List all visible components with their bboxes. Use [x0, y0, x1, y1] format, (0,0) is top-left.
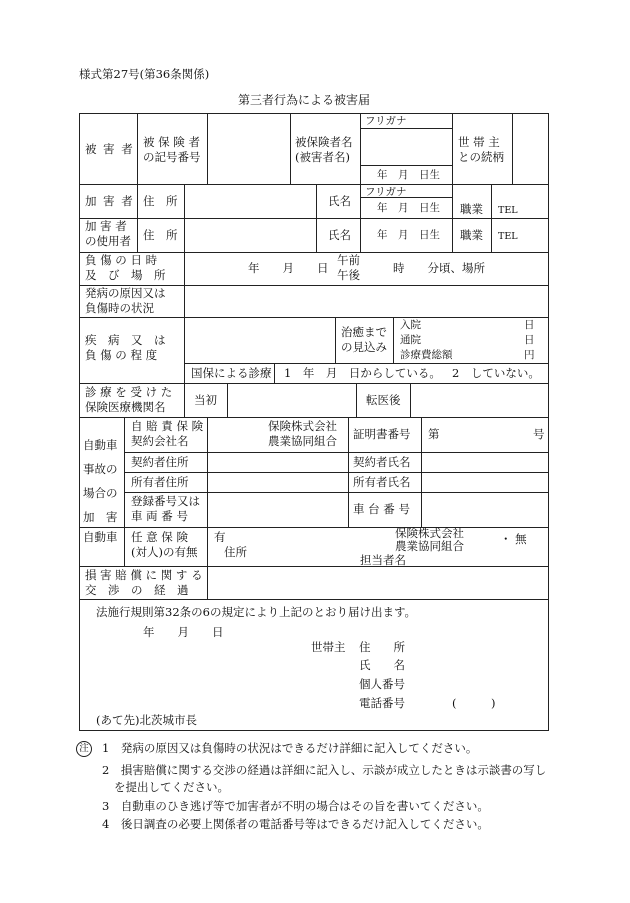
outpatient-label: 通院: [400, 334, 421, 346]
voluntary-yes: 有: [214, 530, 226, 544]
addressee: (あて先)北茨城市長: [96, 713, 197, 727]
voluntary-label-2: (対人)の有無: [131, 545, 198, 559]
form-number: 様式第27号(第36条関係): [79, 67, 210, 81]
line: [184, 184, 185, 252]
line: [184, 363, 549, 364]
line: [227, 383, 228, 417]
form-title: 第三者行為による被害届: [238, 93, 371, 107]
declaration-date: 年 月 日: [143, 625, 224, 639]
line: [316, 184, 317, 252]
perpetrator-birth-label: 年 月 日生: [377, 202, 440, 214]
note-1: 1 発病の原因又は負傷時の状況はできるだけ詳細に記入してください。: [102, 741, 478, 755]
row-line: [79, 417, 549, 418]
line: [274, 363, 275, 383]
perpetrator-job-label: 職業: [460, 202, 483, 216]
registration-label: 登録番号又は: [131, 494, 200, 508]
line: [124, 452, 549, 453]
contractor-name-label: 契約者氏名: [353, 455, 411, 469]
note-mark-icon: 注: [76, 741, 92, 757]
contractor-address-label: 契約者住所: [131, 455, 189, 469]
owner-name-label: 所有者氏名: [353, 475, 411, 489]
nhi-option-1: 1 年 月 日からしている。: [284, 366, 441, 380]
auto-side-label-1: 自動車: [83, 438, 118, 452]
householder-label: 世帯主: [311, 640, 346, 654]
victim-label: 被 害 者: [85, 142, 135, 156]
liability-insurer-1: 保険株式会社: [268, 419, 337, 433]
line: [360, 128, 452, 129]
perpetrator-address-label: 住 所: [143, 194, 178, 208]
liability-insurer-2: 農業協同組合: [268, 434, 337, 448]
cert-dai-label: 第: [428, 427, 440, 441]
registration-label-2: 車 両 番 号: [131, 509, 188, 523]
injury-time-place: 時 分頃、場所: [393, 261, 485, 275]
declarant-address-label: 住 所: [359, 640, 405, 654]
line: [137, 184, 138, 252]
cert-go-label: 号: [533, 427, 545, 441]
heal-label: 治癒まで: [341, 325, 387, 339]
auto-side-label-2: 事故の: [83, 462, 118, 476]
note-2: 2 損害賠償に関する交渉の経過は詳細に記入し、示談が成立したときは示談書の写し: [102, 763, 547, 777]
fee-yen-unit: 円: [524, 349, 535, 361]
line: [393, 317, 394, 363]
liability-label-2: 契約会社名: [131, 434, 189, 448]
note-2-cont: を提出してください。: [114, 780, 229, 794]
row-line: [79, 218, 549, 219]
personal-no-label: 個人番号: [359, 677, 405, 691]
phone-paren: ( ): [452, 696, 496, 710]
auto-side-label-4: 加 害: [83, 510, 118, 524]
owner-address-label: 所有者住所: [131, 475, 189, 489]
declaration-text: 法施行規則第32条の6の規定により上記のとおり届け出ます。: [96, 605, 417, 619]
employer-name-label: 氏名: [328, 228, 351, 242]
perpetrator-tel-label: TEL: [498, 205, 518, 216]
declarant-name-label: 氏 名: [359, 658, 405, 672]
cert-no-label: 証明書番号: [353, 427, 411, 441]
line: [360, 184, 361, 252]
line: [137, 113, 138, 184]
row-line: [79, 184, 549, 185]
employer-address-label: 住 所: [143, 228, 178, 242]
voluntary-insurer-1: 保険株式会社: [395, 526, 464, 540]
total-fee-label: 診療費総額: [400, 349, 453, 361]
relation-label: 世 帯 主: [458, 135, 500, 149]
line: [335, 317, 336, 363]
line: [360, 113, 361, 184]
heal-label-2: の見込み: [341, 340, 387, 354]
employer-job-label: 職業: [460, 228, 483, 242]
inpatient-day-unit: 日: [524, 319, 535, 331]
perpetrator-furigana-label: フリガナ: [365, 186, 407, 198]
line: [207, 566, 208, 599]
condition-label-2: 負 傷 の 程 度: [85, 348, 158, 362]
line: [124, 472, 549, 473]
medical-label-2: 保険医療機関名: [85, 400, 166, 414]
voluntary-address-label: 住所: [224, 545, 247, 559]
inpatient-label: 入院: [400, 319, 421, 331]
voluntary-insurer-2: 農業協同組合: [395, 539, 464, 553]
initial-label: 当初: [194, 393, 217, 407]
line: [184, 383, 185, 417]
row-line: [79, 527, 549, 528]
line: [207, 527, 208, 566]
damages-label-2: 交 渉 の 経 過: [85, 583, 189, 597]
insured-no-label: 被 保 険 者: [143, 135, 200, 149]
note-3: 3 自動車のひき逃げ等で加害者が不明の場合はその旨を書いてください。: [102, 799, 489, 813]
line: [356, 383, 357, 417]
phone-label: 電話番号: [359, 696, 405, 710]
cause-label-2: 負傷時の状況: [85, 301, 154, 315]
line: [410, 383, 411, 417]
line: [207, 113, 208, 184]
victim-furigana-label: フリガナ: [365, 115, 407, 127]
line: [512, 113, 513, 184]
row-line: [79, 566, 549, 567]
victim-birth-label: 年 月 日生: [377, 169, 440, 181]
voluntary-label: 任 意 保 険: [131, 530, 188, 544]
employer-label: 加 害 者: [85, 219, 127, 233]
row-line: [79, 599, 549, 600]
employer-tel-label: TEL: [498, 231, 518, 242]
nhi-option-2: 2 していない。: [452, 366, 540, 380]
liability-label: 自 賠 責 保 険: [131, 419, 204, 433]
nhi-label: 国保による診療: [191, 366, 272, 380]
line: [452, 113, 453, 184]
insured-no-label-2: の記号番号: [143, 150, 201, 164]
injury-date: 年 月 日: [248, 261, 329, 275]
medical-label: 診 療 を 受 け た: [85, 385, 173, 399]
employer-birth-label: 年 月 日生: [377, 229, 440, 241]
voluntary-side-label: 自動車: [83, 530, 118, 544]
note-4: 4 後日調査の必要上関係者の電話番号等はできるだけ記入してください。: [102, 817, 489, 831]
voluntary-person-label: 担当者名: [360, 553, 406, 567]
relation-label-2: との続柄: [458, 150, 504, 164]
row-line: [79, 383, 549, 384]
line: [124, 492, 549, 493]
condition-label: 疾 病 又 は: [85, 333, 166, 347]
damages-label: 損 害 賠 償 に 関 す る: [85, 568, 203, 582]
insured-name-label-2: (被害者名): [295, 150, 350, 164]
chassis-no-label: 車 台 番 号: [353, 502, 410, 516]
outpatient-day-unit: 日: [524, 334, 535, 346]
pm-label: 午後: [337, 268, 360, 282]
line: [491, 184, 492, 252]
perpetrator-name-label: 氏名: [328, 194, 351, 208]
injury-time-label: 負 傷 の 日 時: [85, 253, 158, 267]
insured-name-label: 被保険者名: [295, 135, 353, 149]
am-label: 午前: [337, 253, 360, 267]
line: [360, 165, 452, 166]
injury-time-label-2: 及 び 場 所: [85, 268, 166, 282]
cause-label: 発病の原因又は: [85, 286, 166, 300]
line: [290, 113, 291, 184]
voluntary-none: ・ 無: [500, 532, 527, 546]
auto-side-label-3: 場合の: [83, 486, 118, 500]
perpetrator-label: 加 害 者: [85, 194, 135, 208]
transfer-label: 転医後: [366, 393, 401, 407]
row-line: [79, 317, 549, 318]
line: [452, 184, 453, 252]
employer-label-2: の使用者: [85, 234, 131, 248]
